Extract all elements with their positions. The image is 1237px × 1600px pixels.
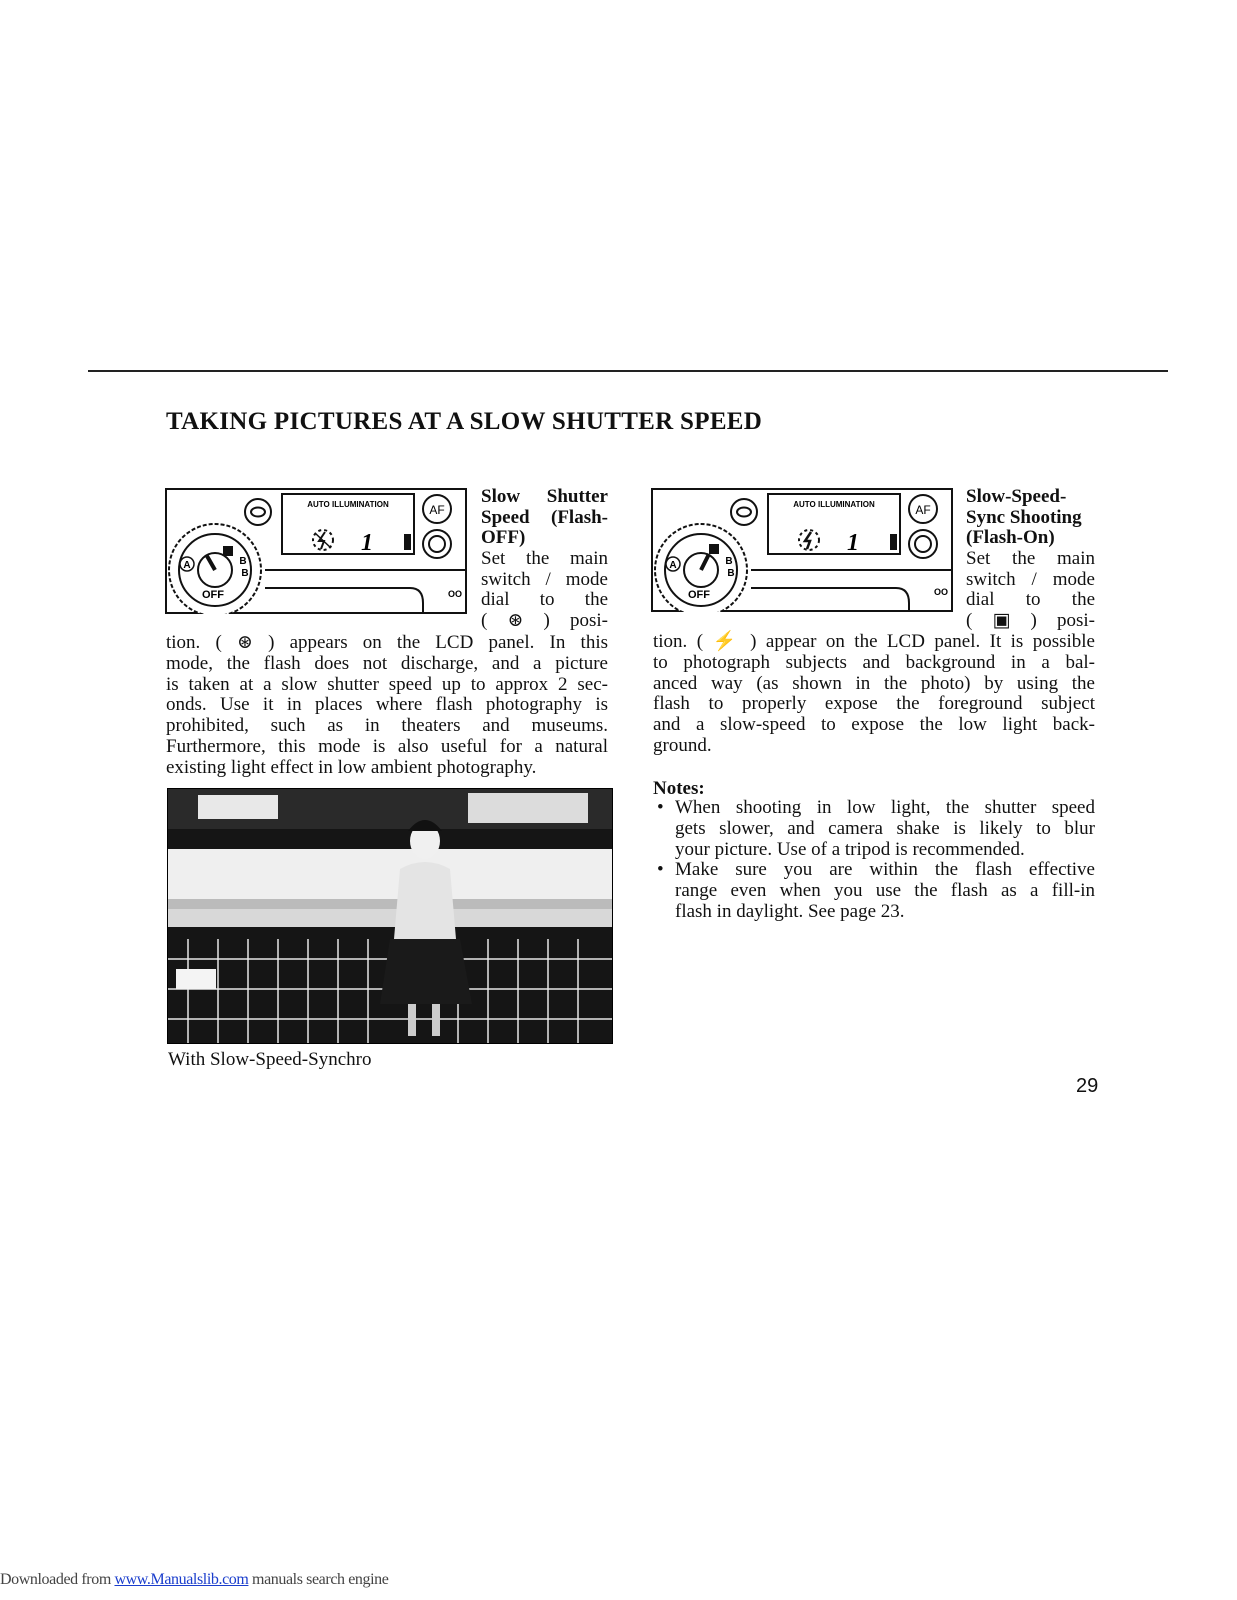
slow-speed-sync-heading: Slow-Speed- Sync Shooting (Flash-On) [966,486,1082,548]
svg-text:AUTO ILLUMINATION: AUTO ILLUMINATION [793,500,875,509]
mode-dial [169,524,261,614]
slow-speed-sync-side-text: Set the main switch / mode dial to the ( ▣ ) posi- [966,548,1095,631]
page-title: TAKING PICTURES AT A SLOW SHUTTER SPEED [166,408,763,435]
slow-shutter-paragraph: tion. ( ⊛ ) appears on the LCD panel. In this mode, the flash does not discharge, and a picture is taken at a slow shutter speed up to approx 2 sec- onds. Use it in places where flash photography is prohibited, such as in theaters and museums. Furthermore, this mode is also useful for a natural existing light effect in low ambient photography. [166,632,608,778]
slow-shutter-side-text: Set the main switch / mode dial to the ( ⊛ ) posi- [481,548,608,631]
manualslib-link[interactable]: www.Manualslib.com [114,1571,249,1588]
svg-text:OO: OO [933,587,949,597]
note-item: • When shooting in low light, the shutter speed gets slower, and camera shake is likely to blur your picture. Use of a tripod is recommended. [657,797,1095,860]
photo-caption: With Slow-Speed-Synchro [168,1049,372,1070]
dial-b-label: B [239,556,247,567]
dial-a-label: A [183,560,191,571]
footer-suffix: manuals search engine [248,1571,389,1588]
svg-text:OO: OO [447,589,463,599]
svg-text:B: B [727,568,735,579]
dial-off-label: OFF [202,589,224,601]
slow-speed-synchro-photo [167,788,613,1044]
notes-heading: Notes: [653,778,705,799]
footer-prefix: Downloaded from [0,1571,115,1588]
page-number: 29 [1076,1075,1099,1097]
af-label: AF [429,503,445,517]
camera-top-diagram-flash-on [651,488,953,612]
top-rule [88,370,1168,372]
notes-list [653,798,1095,923]
frame-counter: 1 [361,530,373,556]
note-item: • Make sure you are within the flash effective range even when you use the flash as a fill-in flash in daylight. See page 23. [657,859,1095,922]
svg-text:AF: AF [915,503,931,517]
svg-text:A: A [669,560,677,571]
camera-top-diagram-flash-off [165,488,467,614]
svg-text:OFF: OFF [688,589,710,601]
svg-text:B: B [725,556,733,567]
slow-shutter-heading: Slow Shutter Speed (Flash- OFF) [481,486,608,548]
download-footer [0,1571,388,1589]
slow-speed-sync-paragraph: tion. ( ⚡ ) appear on the LCD panel. It is possible to photograph subjects and background in a bal- anced way (as shown in the photo) by using the flash to properly expose the foreground subject and a slow-speed to expose the low light back- ground. [653,631,1095,756]
dial-b2-label: B [241,568,249,579]
auto-illumination-label: AUTO ILLUMINATION [307,500,389,509]
svg-text:1: 1 [847,530,859,556]
